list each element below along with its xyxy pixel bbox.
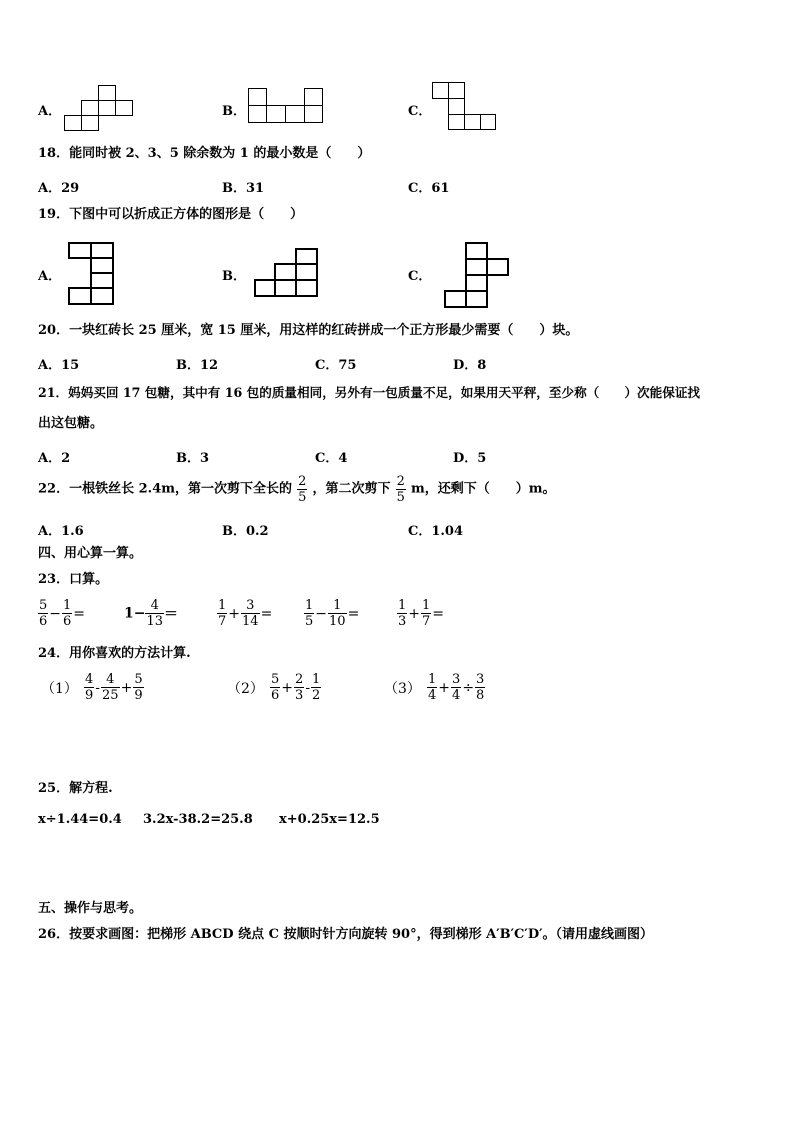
q24-p3-op1: +	[438, 679, 451, 696]
q22-fraction-2	[396, 474, 406, 505]
q22-fraction-1	[297, 474, 307, 505]
q23-e4-b-den: 10	[329, 614, 346, 629]
q22-stem-part3: m，还剩下（ ）m。	[410, 481, 556, 497]
q23-e1-a	[38, 598, 48, 629]
q23-e2-b	[145, 598, 164, 629]
q24-p1-c	[133, 672, 143, 703]
q17-option-a-net	[64, 84, 134, 132]
q24-p1-a-den: 9	[85, 688, 94, 703]
q23-e1-b-den: 6	[63, 614, 72, 629]
section-4-heading: 四、用心算一算。	[38, 546, 143, 561]
q23-e5-a-num: 1	[398, 598, 407, 613]
q22-stem-part1: 22．一根铁丝长 2.4m，第一次剪下全长的	[38, 481, 292, 497]
q24-p3-a-den: 4	[428, 688, 437, 703]
q20-option-d[interactable]: D．8	[453, 358, 487, 373]
q22-option-c[interactable]: C．1.04	[408, 524, 464, 539]
q19-stem: 19．下图中可以折成正方体的图形是（ ）	[38, 207, 304, 222]
q24-p2-op2: -	[305, 679, 311, 696]
q24-p2-c-num: 1	[312, 672, 321, 687]
q24-p1-op1: -	[95, 679, 101, 696]
q23-e5-a	[397, 598, 407, 629]
q24-p1-c-num: 5	[134, 672, 143, 687]
q17-option-c-net	[432, 82, 498, 132]
q23-e4-op: −	[315, 605, 328, 622]
q24-p2-c-den: 2	[312, 688, 321, 703]
q23-e3-b-den: 14	[242, 614, 259, 629]
q24-p2-a	[270, 672, 280, 703]
q22-f1-den: 5	[298, 490, 307, 505]
q24-p3-b-num: 3	[452, 672, 461, 687]
q23-e5-eq: =	[432, 605, 445, 622]
q21-option-a[interactable]: A．2	[38, 451, 71, 466]
q22-f2-num: 2	[396, 474, 405, 489]
q21-option-b[interactable]: B．3	[176, 451, 210, 466]
q17-option-c-label[interactable]: C．	[408, 104, 432, 119]
q20-option-b[interactable]: B．12	[176, 358, 219, 373]
q21-option-c[interactable]: C．4	[315, 451, 348, 466]
q22-f2-den: 5	[396, 490, 405, 505]
q17-option-a-label[interactable]: A．	[38, 104, 62, 119]
q21-option-d[interactable]: D．5	[453, 451, 487, 466]
q23-e3-a	[217, 598, 227, 629]
q23-e3-op: +	[228, 605, 241, 622]
q24-p1-op2: +	[120, 679, 133, 696]
q24-p1-b	[101, 672, 120, 703]
q19-option-a-label[interactable]: A．	[38, 269, 62, 284]
q23-expression-3	[217, 598, 273, 629]
q23-e1-a-den: 6	[39, 614, 48, 629]
q17-option-b-net	[248, 88, 326, 126]
q24-p2-b-num: 2	[295, 672, 304, 687]
q23-e3-a-den: 7	[218, 614, 227, 629]
q19-option-c-label[interactable]: C．	[408, 269, 432, 284]
q24-p1-b-num: 4	[106, 672, 115, 687]
q22-option-b[interactable]: B．0.2	[222, 524, 269, 539]
q23-e2-op: −	[133, 605, 146, 622]
q22-stem	[38, 474, 555, 505]
q23-e4-a-den: 5	[305, 614, 314, 629]
q18-stem: 18．能同时被 2、3、5 除余数为 1 的最小数是（ ）	[38, 146, 371, 161]
q21-stem-line2: 出这包糖。	[38, 416, 104, 431]
q23-e5-b-den: 7	[422, 614, 431, 629]
q23-expression-2	[124, 598, 178, 629]
q24-p1-b-den: 25	[102, 688, 119, 703]
q20-option-a[interactable]: A．15	[38, 358, 80, 373]
q19-option-c-net	[444, 242, 512, 310]
q23-e1-b-num: 1	[63, 598, 72, 613]
q24-p3-op2: ÷	[462, 679, 475, 696]
q23-e1-a-num: 5	[39, 598, 48, 613]
q24-p3-b-den: 4	[452, 688, 461, 703]
q23-e2-eq: ＝	[164, 606, 179, 623]
q19-option-a-net	[68, 242, 116, 308]
q24-p2-a-num: 5	[271, 672, 280, 687]
q23-e4-b-num: 1	[333, 598, 342, 613]
q24-p3-c-num: 3	[476, 672, 485, 687]
q23-stem: 23．口算。	[38, 572, 109, 587]
q24-p2-b	[294, 672, 304, 703]
q23-e1-b	[62, 598, 72, 629]
q24-p1-a	[84, 672, 94, 703]
q24-p3-b	[451, 672, 461, 703]
q26-stem: 26．按要求画图：把梯形 ABCD 绕点 C 按顺时针方向旋转 90°，得到梯形 A′B′C′D′。（请用虚线画图）	[38, 927, 654, 942]
q24-p1-label: （1）	[41, 680, 78, 697]
q18-option-c[interactable]: C．61	[408, 181, 450, 196]
q24-p1-a-num: 4	[85, 672, 94, 687]
q23-e5-b-num: 1	[422, 598, 431, 613]
q24-problem-2	[226, 672, 321, 703]
q24-p2-op1: +	[281, 679, 294, 696]
q19-option-b-label[interactable]: B．	[222, 269, 246, 284]
q24-p1-c-den: 9	[134, 688, 143, 703]
q23-expression-1	[38, 598, 86, 629]
q23-e1-op: −	[49, 605, 62, 622]
q23-e3-b	[241, 598, 260, 629]
q24-p3-label: （3）	[384, 680, 421, 697]
q22-stem-part2: ，第二次剪下	[312, 481, 391, 497]
q23-e1-eq: =	[73, 605, 86, 622]
q23-e2-b-den: 13	[146, 614, 164, 629]
q23-expression-4	[304, 598, 360, 629]
q24-p2-b-den: 3	[295, 688, 304, 703]
q25-equation-2: 3.2x-38.2=25.8	[143, 812, 253, 827]
q23-e4-eq: =	[347, 605, 360, 622]
q23-e2-b-num: 4	[150, 598, 159, 613]
q24-problem-3	[383, 672, 485, 703]
q25-equation-3: x+0.25x=12.5	[279, 812, 380, 827]
q23-e3-b-num: 3	[246, 598, 255, 613]
q24-p3-a-num: 1	[428, 672, 437, 687]
q24-p3-c	[475, 672, 485, 703]
q23-expression-5	[397, 598, 445, 629]
q24-problem-1	[40, 672, 144, 703]
q24-stem: 24．用你喜欢的方法计算.	[38, 646, 191, 661]
q19-option-b-net	[254, 248, 322, 298]
q18-option-b[interactable]: B．31	[222, 181, 265, 196]
q23-e4-b	[328, 598, 347, 629]
q23-e3-a-num: 1	[218, 598, 227, 613]
section-5-heading: 五、操作与思考。	[38, 901, 143, 916]
q24-p3-c-den: 8	[476, 688, 485, 703]
q23-e5-a-den: 3	[398, 614, 407, 629]
q21-stem-line1: 21．妈妈买回 17 包糖，其中有 16 包的质量相同，另外有一包质量不足，如果用天平秤，至少称（ ）次能保证找	[38, 385, 701, 400]
q18-option-a[interactable]: A．29	[38, 181, 80, 196]
q25-equation-1: x÷1.44=0.4	[38, 812, 122, 827]
q22-f1-num: 2	[298, 474, 307, 489]
q20-option-c[interactable]: C．75	[315, 358, 357, 373]
q24-p2-label: （2）	[227, 680, 264, 697]
q23-e5-op: +	[408, 605, 421, 622]
q23-e4-a-num: 1	[305, 598, 314, 613]
q23-e4-a	[304, 598, 314, 629]
q24-p2-a-den: 6	[271, 688, 280, 703]
q23-e5-b	[421, 598, 431, 629]
q23-e3-eq: =	[260, 605, 273, 622]
q17-option-b-label[interactable]: B．	[222, 104, 246, 119]
q25-stem: 25．解方程.	[38, 781, 113, 796]
q24-p2-c	[311, 672, 321, 703]
q23-e2-one: 1	[124, 605, 134, 622]
q20-stem: 20．一块红砖长 25 厘米，宽 15 厘米，用这样的红砖拼成一个正方形最少需要（ ）块。	[38, 323, 579, 338]
q22-option-a[interactable]: A．1.6	[38, 524, 84, 539]
q24-p3-a	[427, 672, 437, 703]
